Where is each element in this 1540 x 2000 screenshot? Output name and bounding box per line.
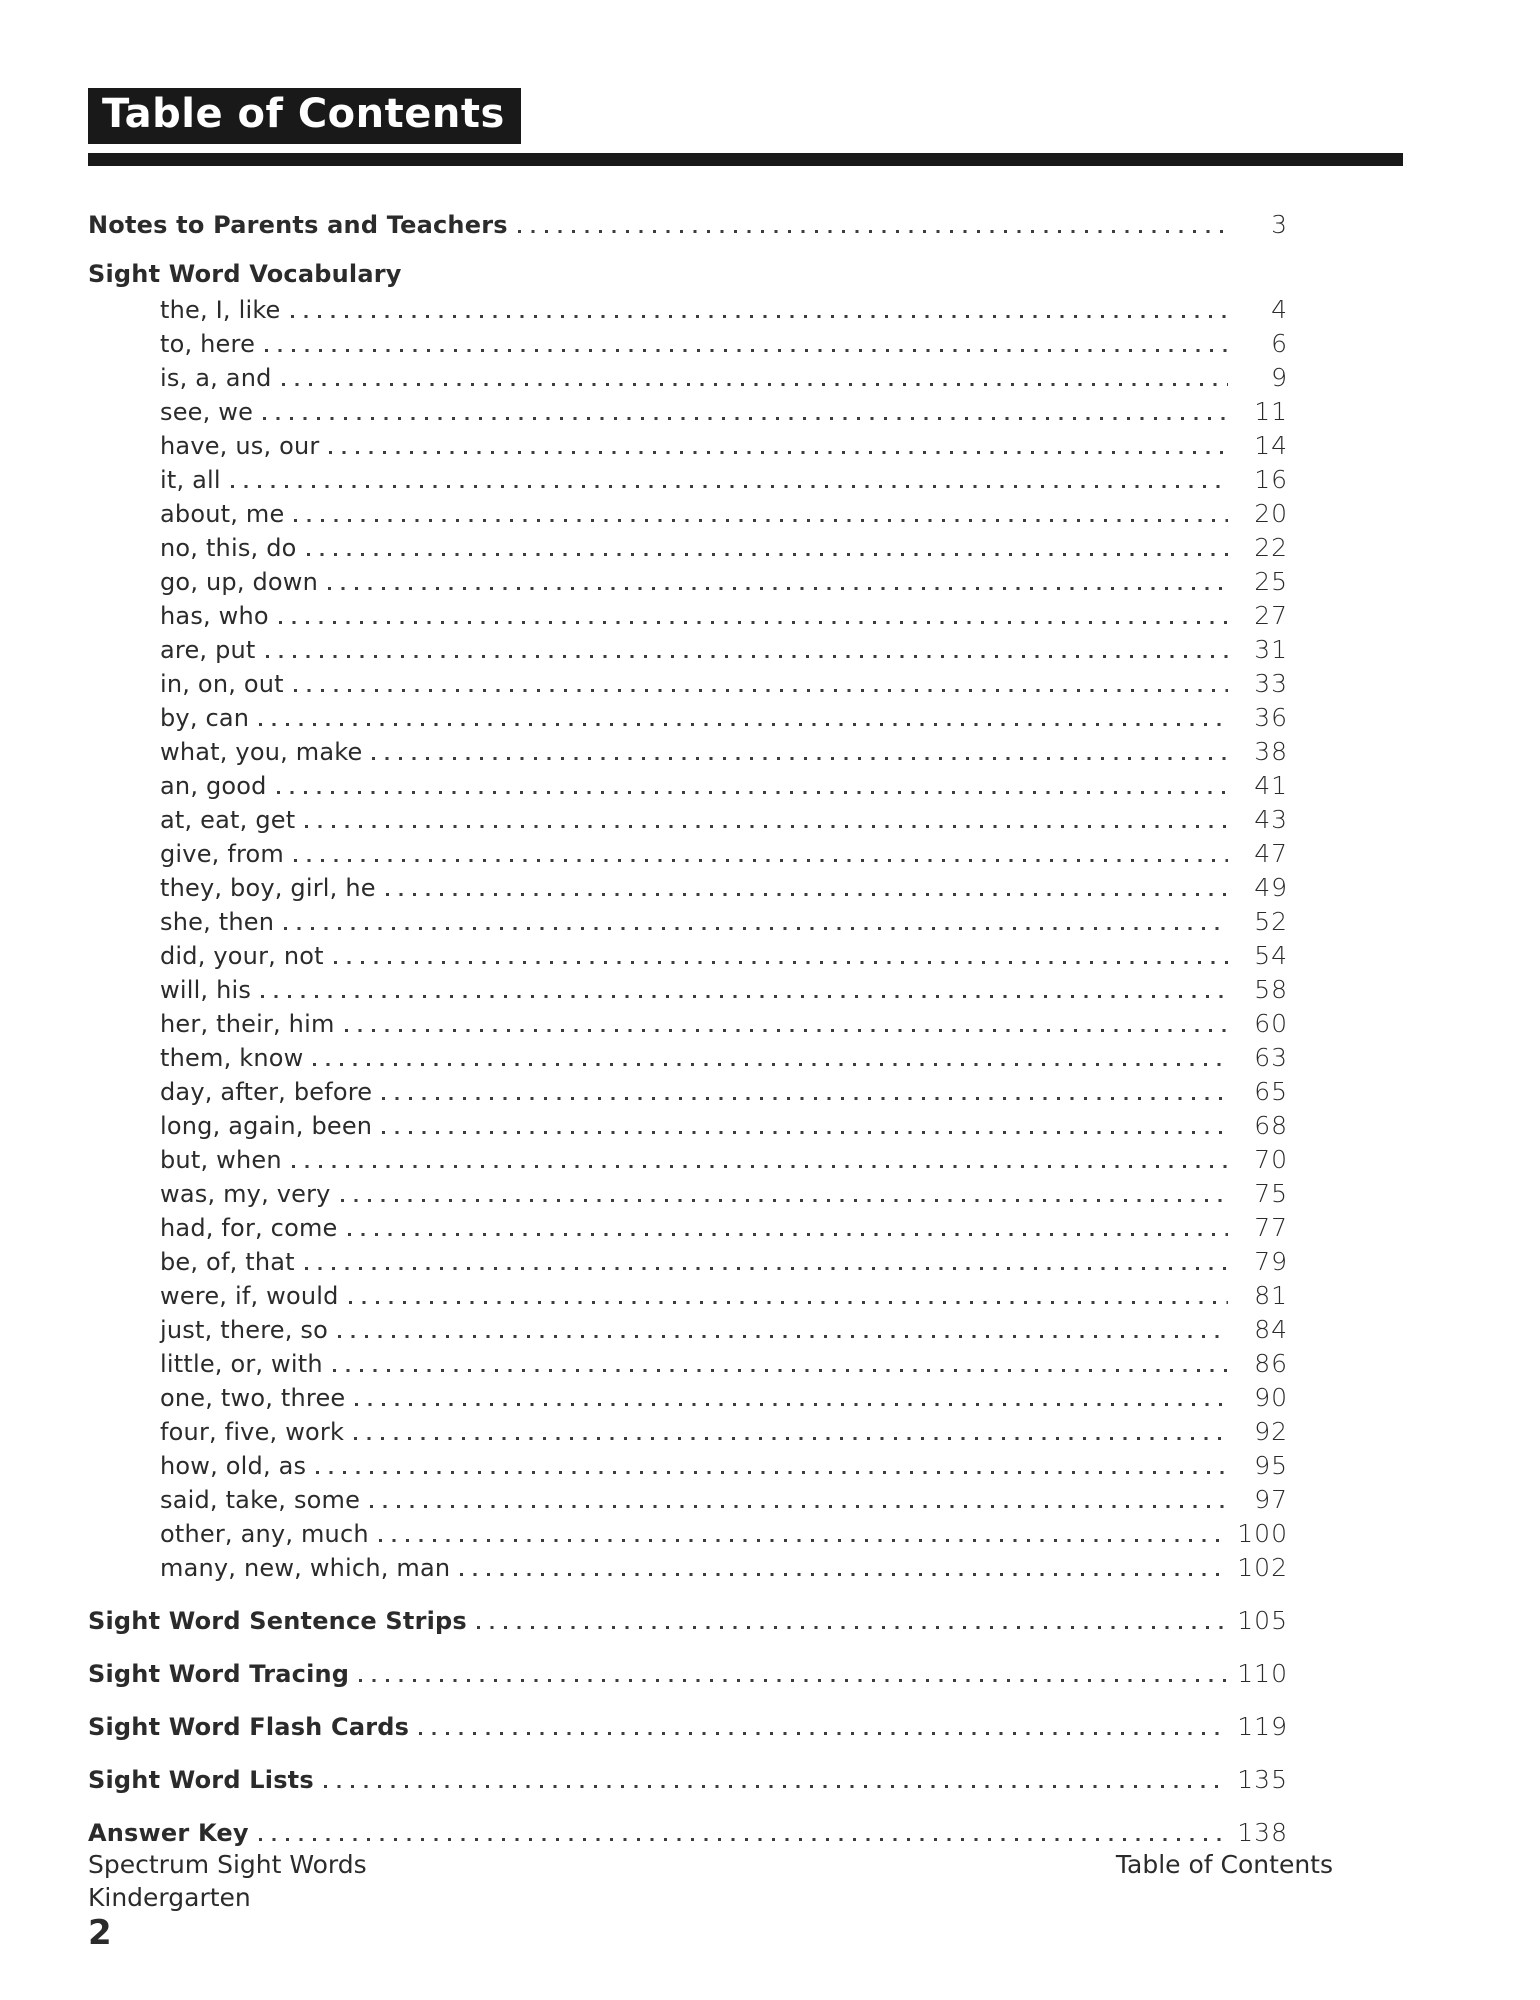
toc-entry-row (88, 599, 1288, 633)
toc-row-label: Answer Key (88, 1819, 249, 1847)
toc-page-number: 86 (1254, 1349, 1288, 1378)
toc-page-number: 100 (1237, 1519, 1288, 1548)
toc-entry-row (88, 667, 1288, 701)
toc-page-number: 70 (1254, 1145, 1288, 1174)
dot-leader (282, 383, 1228, 386)
dot-leader (284, 927, 1228, 930)
toc-entry-row (88, 463, 1288, 497)
toc-row-label: see, we (160, 398, 254, 426)
toc-row-label: four, five, work (160, 1418, 345, 1446)
dot-leader (263, 417, 1228, 420)
dot-leader (334, 961, 1228, 964)
page-header (88, 88, 1540, 166)
toc-row-label: Sight Word Sentence Strips (88, 1607, 467, 1635)
toc-page-number: 68 (1254, 1111, 1288, 1140)
dot-leader (329, 451, 1228, 454)
toc-entry-row (88, 973, 1288, 1007)
toc-section-row (88, 208, 1288, 242)
dot-leader (355, 1403, 1228, 1406)
dot-leader (460, 1573, 1228, 1576)
toc-row-label: no, this, do (160, 534, 297, 562)
toc-row-label: had, for, come (160, 1214, 338, 1242)
toc-row-label: by, can (160, 704, 250, 732)
toc-entry-row (88, 1347, 1288, 1381)
toc-entry-row (88, 1551, 1288, 1585)
toc-entry-row (88, 1449, 1288, 1483)
toc-entry-row (88, 1007, 1288, 1041)
dot-leader (379, 1539, 1228, 1542)
toc-page-number: 4 (1271, 295, 1288, 324)
footer-page-number: 2 (88, 1913, 112, 1953)
dot-leader (316, 1471, 1228, 1474)
toc-row-label: she, then (160, 908, 275, 936)
toc-row-label: give, from (160, 840, 284, 868)
toc-row-label: is, a, and (160, 364, 272, 392)
toc-page-number: 38 (1254, 737, 1288, 766)
dot-leader (341, 1199, 1228, 1202)
toc-page-number: 27 (1254, 601, 1288, 630)
toc-entry-row (88, 1313, 1288, 1347)
toc-page-number: 54 (1254, 941, 1288, 970)
toc-entry-row (88, 1483, 1288, 1517)
toc-page-number: 36 (1254, 703, 1288, 732)
toc-page-number: 60 (1254, 1009, 1288, 1038)
page-footer (88, 1848, 1333, 1953)
toc-row-label: how, old, as (160, 1452, 307, 1480)
toc-page-number: 20 (1254, 499, 1288, 528)
toc-entry-row (88, 327, 1288, 361)
toc-page-number: 22 (1254, 533, 1288, 562)
toc-page-number: 58 (1254, 975, 1288, 1004)
toc-page-number: 79 (1254, 1247, 1288, 1276)
footer-grade-level: Kindergarten (88, 1883, 251, 1912)
toc-entry-row (88, 565, 1288, 599)
toc-entry-row (88, 633, 1288, 667)
toc-section-row (88, 1763, 1288, 1797)
toc-row-label: was, my, very (160, 1180, 331, 1208)
toc-page-number: 25 (1254, 567, 1288, 596)
toc-page-number: 77 (1254, 1213, 1288, 1242)
dot-leader (386, 893, 1228, 896)
dot-leader (345, 1029, 1228, 1032)
toc-row-label: will, his (160, 976, 252, 1004)
toc-entry-row (88, 429, 1288, 463)
toc-entry-row (88, 837, 1288, 871)
dot-leader (328, 587, 1228, 590)
toc-entry-row (88, 735, 1288, 769)
footer-section-label: Table of Contents (1115, 1850, 1333, 1879)
toc-entry-row (88, 1041, 1288, 1075)
dot-leader (419, 1732, 1228, 1735)
toc-row-label: an, good (160, 772, 267, 800)
dot-leader (348, 1233, 1229, 1236)
toc-page-number: 11 (1254, 397, 1288, 426)
toc-row-label: go, up, down (160, 568, 319, 596)
dot-leader (266, 655, 1228, 658)
page-title: Table of Contents (88, 88, 521, 144)
dot-leader (261, 995, 1228, 998)
toc-entry-row (88, 769, 1288, 803)
toc-entry-row (88, 1381, 1288, 1415)
dot-leader (294, 689, 1228, 692)
toc-row-label: at, eat, get (160, 806, 296, 834)
toc-row-label: are, put (160, 636, 256, 664)
toc-entry-row (88, 395, 1288, 429)
dot-leader (259, 723, 1228, 726)
toc-page-number: 92 (1254, 1417, 1288, 1446)
toc-row-label: one, two, three (160, 1384, 346, 1412)
toc-row-label: were, if, would (160, 1282, 339, 1310)
toc-entry-row (88, 1143, 1288, 1177)
dot-leader (294, 519, 1228, 522)
dot-leader (231, 485, 1228, 488)
dot-leader (370, 1505, 1228, 1508)
toc-row-label: Sight Word Lists (88, 1766, 314, 1794)
toc-entry-row (88, 1211, 1288, 1245)
toc-row-label: day, after, before (160, 1078, 373, 1106)
toc-row-label: long, again, been (160, 1112, 373, 1140)
toc-page-number: 65 (1254, 1077, 1288, 1106)
toc-row-label: what, you, make (160, 738, 363, 766)
toc-page-number: 49 (1254, 873, 1288, 902)
dot-leader (349, 1301, 1228, 1304)
toc-entry-row (88, 1279, 1288, 1313)
toc-list (88, 208, 1288, 1850)
toc-page-number: 63 (1254, 1043, 1288, 1072)
toc-entry-row (88, 803, 1288, 837)
dot-leader (292, 1165, 1228, 1168)
toc-entry-row (88, 939, 1288, 973)
dot-leader (305, 825, 1228, 828)
dot-leader (305, 1267, 1228, 1270)
dot-leader (307, 553, 1228, 556)
toc-row-label: other, any, much (160, 1520, 369, 1548)
toc-page-number: 84 (1254, 1315, 1288, 1344)
toc-row-label: Sight Word Vocabulary (88, 260, 402, 288)
toc-section-row (88, 1816, 1288, 1850)
toc-page-number: 3 (1271, 210, 1288, 239)
toc-row-label: just, there, so (160, 1316, 328, 1344)
toc-row-label: has, who (160, 602, 269, 630)
toc-row-label: it, all (160, 466, 221, 494)
toc-row-label: in, on, out (160, 670, 284, 698)
dot-leader (324, 1785, 1228, 1788)
toc-page-number: 52 (1254, 907, 1288, 936)
dot-leader (333, 1369, 1228, 1372)
dot-leader (382, 1097, 1228, 1100)
toc-page-number: 16 (1254, 465, 1288, 494)
toc-row-label: they, boy, girl, he (160, 874, 376, 902)
toc-heading-row (88, 258, 1288, 291)
toc-page-number: 81 (1254, 1281, 1288, 1310)
toc-page-number: 90 (1254, 1383, 1288, 1412)
toc-row-label: many, new, which, man (160, 1554, 451, 1582)
dot-leader (518, 230, 1228, 233)
title-rule (88, 153, 1403, 166)
footer-series-title: Spectrum Sight Words (88, 1850, 367, 1879)
toc-page-number: 105 (1237, 1606, 1288, 1635)
toc-page-number: 95 (1254, 1451, 1288, 1480)
toc-page-number: 33 (1254, 669, 1288, 698)
toc-page-number: 41 (1254, 771, 1288, 800)
toc-page-number: 119 (1237, 1712, 1288, 1741)
toc-entry-row (88, 361, 1288, 395)
toc-entry-row (88, 871, 1288, 905)
dot-leader (382, 1131, 1228, 1134)
toc-page-number: 110 (1237, 1659, 1288, 1688)
dot-leader (294, 859, 1228, 862)
toc-page-number: 6 (1271, 329, 1288, 358)
toc-entry-row (88, 1245, 1288, 1279)
toc-entry-row (88, 1109, 1288, 1143)
toc-row-label: her, their, him (160, 1010, 335, 1038)
toc-row-label: have, us, our (160, 432, 320, 460)
toc-section-row (88, 1657, 1288, 1691)
dot-leader (338, 1335, 1228, 1338)
toc-page-number: 47 (1254, 839, 1288, 868)
dot-leader (265, 349, 1228, 352)
toc-row-label: Notes to Parents and Teachers (88, 211, 508, 239)
toc-entry-row (88, 701, 1288, 735)
toc-row-label: them, know (160, 1044, 304, 1072)
toc-row-label: said, take, some (160, 1486, 361, 1514)
toc-row-label: be, of, that (160, 1248, 295, 1276)
toc-page-number: 75 (1254, 1179, 1288, 1208)
dot-leader (477, 1626, 1228, 1629)
toc-entry-row (88, 497, 1288, 531)
toc-page-number: 43 (1254, 805, 1288, 834)
toc-entry-row (88, 1177, 1288, 1211)
toc-row-label: the, I, like (160, 296, 281, 324)
toc-row-label: did, your, not (160, 942, 324, 970)
toc-entry-row (88, 1415, 1288, 1449)
dot-leader (259, 1838, 1228, 1841)
toc-row-label: but, when (160, 1146, 282, 1174)
toc-page-number: 9 (1271, 363, 1288, 392)
dot-leader (277, 791, 1228, 794)
dot-leader (313, 1063, 1228, 1066)
toc-row-label: to, here (160, 330, 256, 358)
toc-row-label: about, me (160, 500, 285, 528)
dot-leader (372, 757, 1228, 760)
toc-entry-row (88, 293, 1288, 327)
toc-entry-row (88, 531, 1288, 565)
dot-leader (279, 621, 1228, 624)
toc-page-number: 97 (1254, 1485, 1288, 1514)
toc-section-row (88, 1710, 1288, 1744)
dot-leader (354, 1437, 1228, 1440)
toc-entry-row (88, 1075, 1288, 1109)
toc-entry-row (88, 905, 1288, 939)
footer-left-block (88, 1848, 367, 1953)
dot-leader (359, 1679, 1228, 1682)
toc-row-label: Sight Word Tracing (88, 1660, 350, 1688)
dot-leader (291, 315, 1228, 318)
toc-row-label: little, or, with (160, 1350, 323, 1378)
toc-page-number: 135 (1237, 1765, 1288, 1794)
toc-row-label: Sight Word Flash Cards (88, 1713, 410, 1741)
toc-section-row (88, 1604, 1288, 1638)
toc-page-number: 14 (1254, 431, 1288, 460)
toc-page-number: 31 (1254, 635, 1288, 664)
toc-entry-row (88, 1517, 1288, 1551)
toc-page-number: 102 (1237, 1553, 1288, 1582)
toc-page-number: 138 (1237, 1818, 1288, 1847)
